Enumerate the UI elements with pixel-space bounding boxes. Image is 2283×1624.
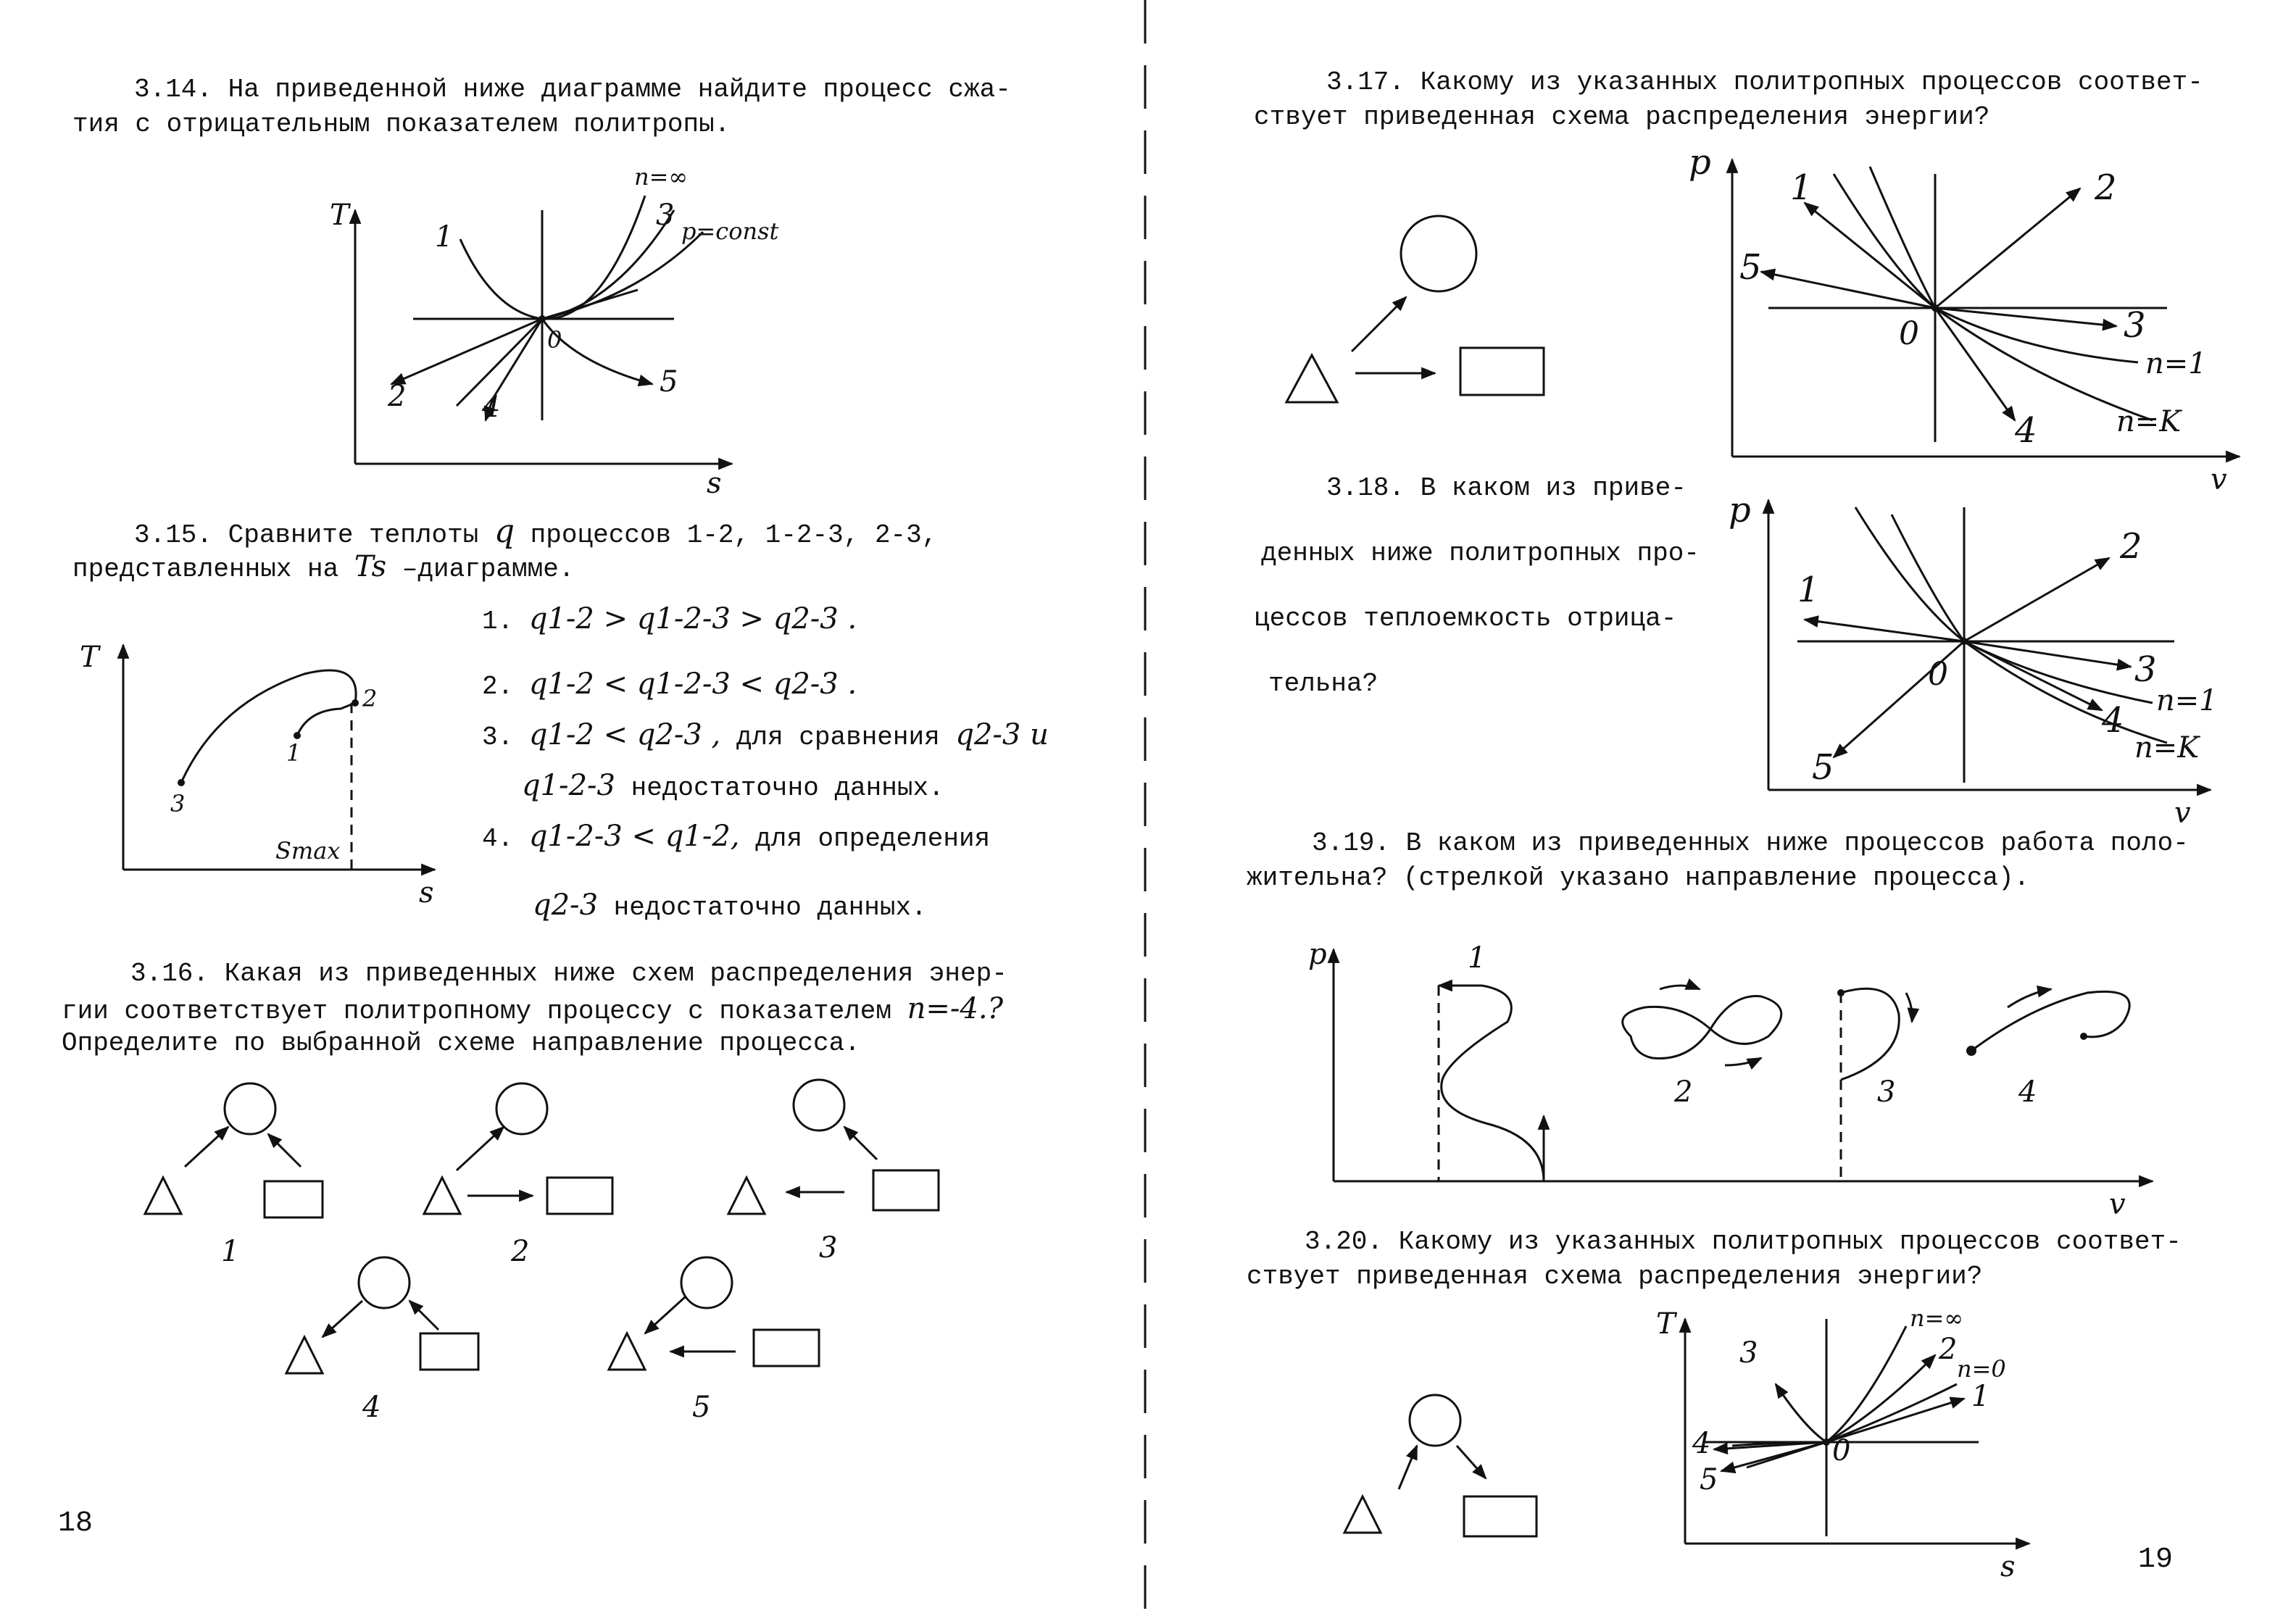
q320-n0-label: n=0	[1957, 1355, 2006, 1383]
q318-pv-diagram	[1718, 490, 2240, 830]
q315-option-3-cont	[522, 768, 944, 806]
q320-n-infinity-label: n=∞	[1910, 1304, 1964, 1332]
q315-line1-q: q	[494, 513, 515, 550]
q318-label-3: 3	[2134, 649, 2157, 690]
q317-nk-label: n=K	[2116, 405, 2182, 438]
q317-pv-diagram	[1689, 142, 2261, 496]
q317-text-line1: 3.17. Какому из указанных политропных процессов соответ-	[1326, 67, 2203, 97]
q317-origin-label: 0	[1899, 315, 1919, 352]
q319-process-4-end	[2080, 1033, 2087, 1040]
q315-line1-b: процессов 1-2, 1-2-3, 2-3,	[530, 520, 938, 550]
q314-text-line2: тия с отрицательным показателем политропы.	[72, 109, 731, 139]
q320-label-5: 5	[1700, 1463, 1718, 1496]
q318-nk-label: n=K	[2134, 731, 2200, 765]
q318-label-2: 2	[2120, 526, 2142, 567]
q320-label-4: 4	[1692, 1427, 1711, 1460]
q319-label-2: 2	[1674, 1075, 1693, 1109]
q317-label-3: 3	[2124, 305, 2146, 346]
q315-line2-a: представленных на	[72, 554, 339, 584]
q320-label-1: 1	[1971, 1380, 1990, 1413]
q315-option-4-formula: q1-2-3 < q1-2,	[528, 820, 740, 853]
q316-scheme-1	[138, 1080, 341, 1283]
q319-pv-diagram	[1305, 935, 2174, 1225]
q314-ts-diagram	[312, 163, 779, 507]
q320-axis-t-label: T	[1656, 1307, 1676, 1341]
q315-option-2	[482, 667, 857, 704]
q314-n-infinity-label: n=∞	[634, 163, 689, 191]
q315-point-3-label: 3	[170, 790, 186, 817]
q319-process-3-start	[1837, 989, 1845, 996]
q316-scheme-1-label: 1	[221, 1235, 240, 1268]
q315-option-1-number: 1.	[482, 607, 514, 636]
q315-point-2-label: 2	[362, 685, 378, 712]
q315-option-4-insufficient: недостаточно данных.	[613, 893, 927, 923]
q317-label-4: 4	[2015, 410, 2037, 451]
q315-option-3-q123: q1-2-3	[522, 769, 615, 802]
q320-ts-diagram	[1645, 1304, 2051, 1583]
q315-text-line2	[72, 549, 574, 587]
q314-p-const-label: p=const	[681, 217, 779, 245]
q315-option-1	[482, 601, 857, 639]
q315-option-4-q23: q2-3	[533, 888, 599, 922]
q316-scheme-2-label: 2	[511, 1235, 530, 1268]
q315-point-1	[294, 732, 301, 739]
page-number-left: 18	[58, 1507, 93, 1540]
q319-label-1: 1	[1468, 941, 1486, 975]
q314-text-line1: 3.14. На приведенной ниже диаграмме найдите процесс сжа-	[134, 75, 1011, 104]
q318-text-line3: цессов теплоемкость отрица-	[1254, 604, 1677, 633]
q315-point-2	[352, 699, 359, 707]
q315-option-1-formula: q1-2 > q1-2-3 > q2-3 .	[528, 602, 857, 636]
q316-scheme-3-label: 3	[819, 1231, 838, 1265]
q318-axis-v-label: v	[2174, 796, 2191, 830]
q315-smax-label: Smax	[275, 837, 341, 865]
q316-scheme-5-label: 5	[692, 1391, 711, 1424]
q320-label-2: 2	[1939, 1333, 1958, 1366]
q315-option-4-number: 4.	[482, 824, 514, 854]
q318-text-line2: денных ниже политропных про-	[1261, 538, 1700, 568]
q314-curve-label-5: 5	[660, 365, 678, 399]
q314-origin-point	[538, 315, 546, 322]
q316-scheme-2	[424, 1080, 627, 1283]
q316-scheme-4	[283, 1254, 500, 1449]
q319-process-4-start	[1966, 1046, 1976, 1056]
q319-text-line2: жительна? (стрелкой указано направление процесса).	[1247, 863, 2030, 893]
q315-ts-diagram	[72, 623, 464, 909]
q316-text-line1: 3.16. Какая из приведенных ниже схем распределения энер-	[130, 959, 1007, 988]
q318-n1-label: n=1	[2156, 684, 2218, 717]
q315-option-3-insufficient: недостаточно данных.	[631, 773, 944, 803]
q315-point-1-label: 1	[286, 739, 302, 767]
q315-axis-s-label: s	[419, 876, 434, 909]
q320-label-3: 3	[1739, 1336, 1758, 1370]
q320-energy-scheme	[1341, 1391, 1558, 1551]
q314-curve-label-2: 2	[388, 380, 407, 413]
q319-label-3: 3	[1877, 1075, 1896, 1109]
q316-scheme-3	[728, 1076, 960, 1279]
q315-option-4-cont	[533, 888, 927, 925]
q315-text-line1	[134, 515, 937, 553]
q318-origin-label: 0	[1928, 656, 1948, 693]
q315-option-3-formula: q1-2 < q2-3 ,	[528, 718, 721, 751]
q319-label-4: 4	[2018, 1075, 2037, 1109]
page-number-right: 19	[2138, 1544, 2174, 1576]
q317-axis-v-label: v	[2211, 463, 2227, 496]
q319-text-line1: 3.19. В каком из приведенных ниже процессов работа поло-	[1312, 828, 2189, 858]
q316-line2-a: гии соответствует политропному процессу с показателем	[62, 996, 891, 1026]
q317-label-2: 2	[2095, 167, 2117, 208]
q316-scheme-4-label: 4	[362, 1391, 381, 1424]
q320-text-line1: 3.20. Какому из указанных политропных процессов соответ-	[1305, 1227, 2182, 1257]
q320-origin-label: 0	[1832, 1434, 1851, 1467]
q315-option-2-number: 2.	[482, 672, 514, 701]
page-gutter	[1142, 0, 1149, 1624]
q315-point-3	[178, 779, 185, 786]
q316-scheme-5	[605, 1254, 837, 1449]
q315-option-3-q23: q2-3 и	[955, 718, 1049, 751]
q315-option-4-text: для определения	[755, 824, 991, 854]
q314-axis-t-label: T	[330, 199, 349, 232]
q317-origin-point	[1931, 304, 1939, 312]
q314-axis-s-label: s	[707, 467, 722, 500]
q317-label-5: 5	[1739, 247, 1762, 288]
q316-text-line2	[62, 991, 1003, 1029]
q317-n1-label: n=1	[2145, 347, 2207, 380]
q315-option-2-formula: q1-2 < q1-2-3 < q2-3 .	[528, 667, 857, 701]
q315-option-3	[482, 717, 1049, 755]
q315-option-4	[482, 819, 990, 857]
q315-axis-t-label: T	[80, 641, 99, 674]
q316-line2-n: n=-4.?	[907, 992, 1004, 1025]
q318-label-4: 4	[2102, 700, 2124, 741]
q319-axis-p-label: p	[1308, 938, 1327, 971]
q320-axis-s-label: s	[2000, 1550, 2016, 1583]
q317-label-1: 1	[1790, 167, 1813, 208]
q315-option-3-text: для сравнения	[736, 723, 940, 752]
q318-label-1: 1	[1797, 570, 1820, 610]
q314-curve-label-3: 3	[656, 199, 675, 232]
q316-text-line3: Определите по выбранной схеме направление процесса.	[62, 1028, 860, 1058]
q314-origin-label: 0	[547, 326, 562, 354]
q318-text-line1: 3.18. В каком из приве-	[1326, 473, 1687, 503]
q315-line1-a: 3.15. Сравните теплоты	[134, 520, 479, 550]
q317-text-line2: ствует приведенная схема распределения энергии?	[1254, 102, 1990, 132]
q320-text-line2: ствует приведенная схема распределения энергии?	[1247, 1262, 1983, 1291]
q318-origin-point	[1960, 638, 1968, 645]
q317-axis-p-label: p	[1689, 142, 1711, 183]
q319-axis-v-label: v	[2109, 1188, 2126, 1221]
q315-line2-b: –диаграмме.	[402, 554, 575, 584]
q318-label-5: 5	[1812, 747, 1834, 788]
q317-energy-scheme	[1283, 210, 1573, 428]
q315-option-3-number: 3.	[482, 723, 514, 752]
q314-curve-label-1: 1	[435, 220, 454, 254]
q315-line2-ts: Ts	[354, 550, 387, 583]
q320-origin-point	[1823, 1438, 1830, 1446]
q318-text-line4: тельна?	[1268, 669, 1378, 699]
q318-axis-p-label: p	[1729, 490, 1751, 530]
q314-curve-label-4: 4	[482, 391, 501, 424]
